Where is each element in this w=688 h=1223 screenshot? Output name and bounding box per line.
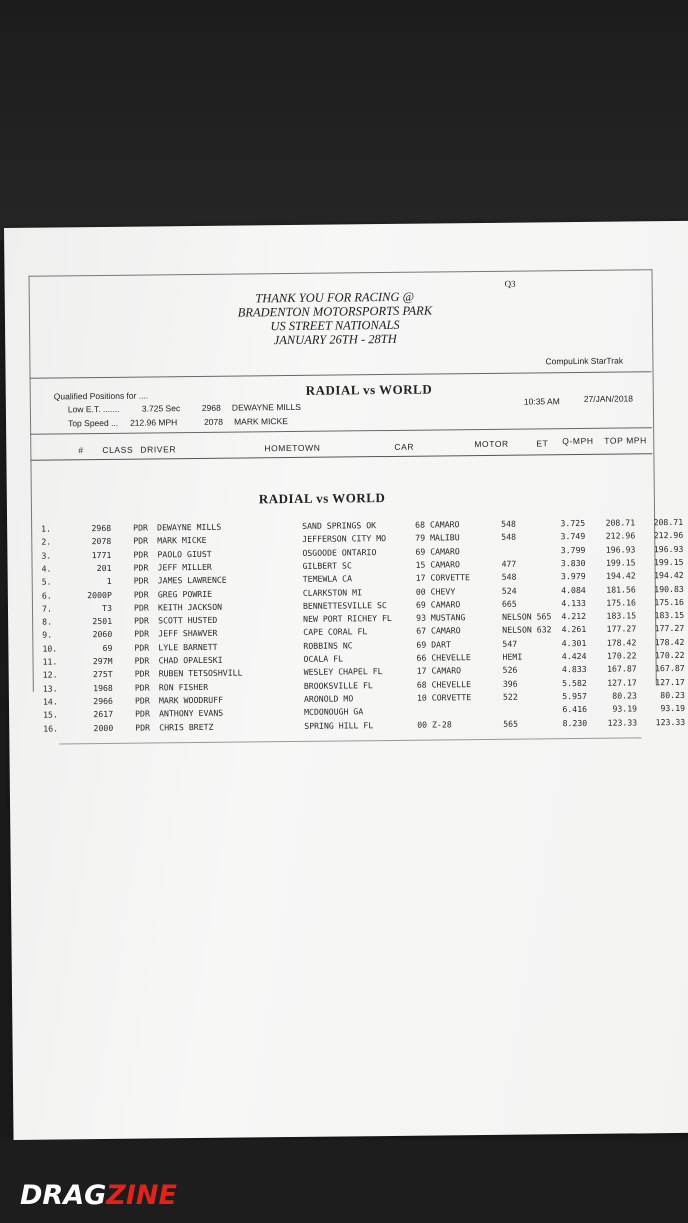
cell-motor: 548 [501,571,517,582]
cell-car: 17 CORVETTE [415,572,470,583]
cell-q-mph: 208.71 [605,517,636,528]
cell-driver: MARK WOODRUFF [158,694,224,706]
cell-position: 11. [42,656,58,667]
cell-hometown: CLARKSTON MI [302,586,363,598]
cell-driver: SCOTT HUSTED [158,614,218,626]
cell-et: 4.133 [561,597,587,608]
cell-position: 13. [42,683,58,694]
col-topmph: TOP MPH [604,435,647,446]
cell-driver: ANTHONY EVANS [159,707,224,719]
cell-q-mph: 196.93 [605,543,636,555]
top-speed-car: 2078 [203,416,224,427]
cell-car-number: 297M [92,655,113,667]
system-label: CompuLink StarTrak [545,355,624,367]
cell-motor: NELSON 565 [502,611,552,622]
cell-q-mph: 181.56 [606,583,636,595]
banner-line: THANK YOU FOR RACING @ [255,289,415,306]
cell-car-number: 2966 [93,695,114,706]
cell-driver: JEFF SHAWVER [158,628,218,639]
cell-driver: KEITH JACKSON [157,601,223,613]
cell-et: 5.957 [562,690,587,702]
col-class: CLASS [102,444,134,455]
cell-top-mph: 199.15 [653,556,684,568]
cell-position: 7. [41,603,52,614]
cell-et: 4.833 [561,664,587,675]
cell-motor: NELSON 632 [502,624,552,636]
section-title: RADIAL vs WORLD [258,490,386,507]
cell-et: 8.230 [562,717,588,728]
cell-motor: 522 [502,691,518,702]
cell-hometown: CAPE CORAL FL [303,626,368,638]
cell-et: 4.301 [561,637,587,648]
cell-car: 69 CAMARO [415,599,461,610]
background [0,0,688,240]
logo-part: DRAG [20,1180,107,1211]
cell-position: 14. [42,696,58,707]
class-title: RADIAL vs WORLD [305,381,433,398]
cell-car-number: 2060 [92,629,113,640]
cell-driver: PAOLO GIUST [157,548,212,560]
cell-q-mph: 123.33 [607,716,638,728]
cell-top-mph: 177.27 [654,623,685,634]
cell-position: 4. [41,563,52,574]
banner-line: JANUARY 26TH - 28TH [273,331,397,348]
col-motor: MOTOR [474,438,509,450]
cell-driver: JEFF MILLER [157,561,212,573]
cell-top-mph: 170.22 [654,649,685,661]
cell-et: 3.725 [560,517,586,529]
cell-hometown: BENNETTESVILLE SC [302,599,387,611]
cell-q-mph: 212.96 [605,530,636,542]
cell-class: PDR [134,615,149,626]
cell-position: 12. [42,669,58,680]
results-sheet [4,221,688,1140]
cell-motor: 526 [502,664,518,676]
cell-top-mph: 175.16 [654,596,685,608]
cell-motor: 524 [501,585,517,596]
cell-hometown: NEW PORT RICHEY FL [303,613,392,624]
cell-car: 79 MALIBU [415,532,460,544]
cell-car-number: 1771 [91,549,112,560]
cell-et: 3.830 [560,557,586,569]
cell-driver: MARK MICKE [157,535,207,546]
cell-q-mph: 177.27 [606,623,637,635]
cell-class: PDR [134,668,150,679]
cell-top-mph: 167.87 [655,663,685,674]
cell-et: 4.424 [561,650,587,662]
cell-hometown: ARONOLD MO [303,693,354,704]
cell-q-mph: 167.87 [607,663,637,675]
cell-top-mph: 183.15 [654,609,685,621]
cell-motor: 565 [503,718,519,729]
cell-top-mph: 93.19 [660,703,686,714]
cell-top-mph: 123.33 [655,716,686,727]
cell-car-number: 2078 [91,536,112,547]
cell-position: 16. [43,722,59,734]
cell-car-number: 2968 [91,522,112,534]
cell-car: 00 CHEVY [415,585,456,597]
cell-motor: 665 [501,598,517,609]
cell-et: 6.416 [562,704,588,715]
cell-class: PDR [133,535,149,546]
cell-driver: CHRIS BRETZ [159,721,214,732]
cell-driver: CHAD OPALESKI [158,654,223,666]
cell-et: 5.582 [562,677,587,688]
cell-motor: HEMI [502,651,523,662]
cell-driver: DEWAYNE MILLS [157,521,222,533]
cell-hometown: BROOKSVILLE FL [303,679,373,691]
cell-hometown: SAND SPRINGS OK [302,520,377,531]
cell-et: 3.749 [560,531,586,542]
cell-motor: 547 [502,638,518,649]
cell-car-number: 2617 [93,709,114,720]
cell-car-number: 2501 [92,615,113,627]
cell-hometown: OSGOODE ONTARIO [302,546,377,558]
col-et: ET [536,438,549,449]
logo-part: ZINE [106,1180,177,1211]
cell-car: 00 Z-28 [417,718,452,730]
top-speed-value: 212.96 MPH [129,417,178,428]
cell-q-mph: 175.16 [606,597,637,608]
cell-position: 1. [41,523,52,534]
cell-et: 3.979 [560,571,586,582]
cell-q-mph: 194.42 [606,570,636,581]
cell-et: 4.084 [561,584,586,595]
cell-car-number: 201 [96,562,112,573]
cell-top-mph: 80.23 [660,689,685,701]
cell-car-number: 1 [106,576,112,587]
cell-motor: 548 [501,518,516,529]
cell-position: 3. [41,550,52,561]
cell-et: 3.799 [560,544,586,555]
banner-line: US STREET NATIONALS [270,317,400,334]
cell-position: 2. [41,536,52,547]
cell-position: 15. [43,709,58,720]
cell-class: PDR [134,682,150,693]
print-date: 27/JAN/2018 [583,393,634,404]
cell-top-mph: 190.83 [654,583,684,594]
cell-driver: RON FISHER [158,681,209,692]
cell-class: PDR [135,721,151,733]
cell-hometown: OCALA FL [303,653,344,664]
cell-q-mph: 199.15 [605,557,636,568]
col-num: # [78,445,84,456]
cell-car-number: T3 [102,602,113,613]
cell-car-number: 69 [102,642,113,653]
cell-car-number: 275T [92,669,113,680]
corner-code: Q3 [504,278,516,289]
cell-class: PDR [133,589,149,600]
cell-class: PDR [134,628,150,640]
col-driver: DRIVER [140,444,177,455]
col-hometown: HOMETOWN [264,442,321,454]
cell-position: 9. [42,629,53,641]
cell-top-mph: 208.71 [653,516,684,528]
cell-car-number: 2000P [87,589,112,600]
cell-et: 4.261 [561,624,587,635]
cell-motor: 477 [501,558,517,569]
cell-car: 67 CAMARO [416,625,461,637]
cell-class: PDR [133,575,149,586]
cell-top-mph: 127.17 [655,676,685,687]
cell-driver: JAMES LAWRENCE [157,574,227,586]
cell-position: 5. [41,576,52,587]
cell-q-mph: 93.19 [612,703,638,714]
cell-driver: LYLE BARNETT [158,641,218,653]
col-qmph: Q-MPH [562,435,594,447]
cell-motor: 396 [502,678,518,689]
cell-top-mph: 196.93 [653,543,684,554]
cell-q-mph: 178.42 [606,637,637,648]
cell-class: PDR [134,642,150,653]
cell-hometown: SPRING HILL FL [304,719,374,731]
low-et-driver: DEWAYNE MILLS [231,401,301,413]
dragzine-logo [20,1180,177,1211]
cell-driver: RUBEN TETSOSHVILL [158,667,243,679]
cell-car-number: 2000 [93,722,114,733]
cell-car: 68 CAMARO [415,519,460,530]
cell-class: PDR [134,655,150,666]
cell-top-mph: 212.96 [653,530,684,541]
cell-motor: 548 [501,531,517,543]
cell-class: PDR [133,562,149,573]
cell-position: 8. [42,616,53,627]
qualified-label: Qualified Positions for .... [53,390,149,402]
low-et-value: 3.725 Sec [141,403,181,414]
table-end-rule [59,737,641,744]
cell-car: 17 CAMARO [416,665,462,676]
cell-hometown: JEFFERSON CITY MO [302,533,387,545]
cell-hometown: WESLEY CHAPEL FL [303,666,383,678]
cell-class: PDR [135,708,150,719]
cell-class: PDR [134,695,150,706]
cell-hometown: MCDONOUGH GA [304,706,364,718]
cell-hometown: GILBERT SC [302,560,352,571]
cell-q-mph: 170.22 [606,650,637,661]
cell-car: 69 DART [416,639,451,650]
top-speed-driver: MARK MICKE [233,416,288,427]
cell-q-mph: 183.15 [606,610,637,621]
low-et-car: 2968 [201,402,221,413]
cell-hometown: ROBBINS NC [303,640,353,651]
cell-et: 4.212 [561,611,587,622]
cell-car: 93 MUSTANG [416,612,466,623]
cell-car: 15 CAMARO [415,559,460,570]
cell-top-mph: 178.42 [654,636,685,647]
cell-car-number: 1968 [93,682,113,693]
top-speed-label: Top Speed ... [67,417,119,429]
event-banner [185,289,486,348]
col-car: CAR [394,441,415,452]
low-et-label: Low E.T. ....... [67,403,120,415]
cell-class: PDR [133,602,149,613]
cell-class: PDR [133,522,148,533]
cell-car: 68 CHEVELLE [416,678,472,690]
cell-top-mph: 194.42 [654,570,684,581]
cell-q-mph: 127.17 [607,676,637,688]
cell-driver: GREG POWRIE [157,588,213,599]
cell-car: 69 CAMARO [415,545,460,557]
print-time: 10:35 AM [523,396,560,407]
cell-car: 10 CORVETTE [416,692,472,703]
banner-line: BRADENTON MOTORSPORTS PARK [237,303,433,320]
cell-hometown: TEMEWLA CA [302,573,353,585]
cell-position: 10. [42,643,58,654]
cell-car: 66 CHEVELLE [416,652,471,663]
cell-position: 6. [41,590,52,601]
cell-class: PDR [133,549,149,560]
cell-q-mph: 80.23 [612,690,637,701]
